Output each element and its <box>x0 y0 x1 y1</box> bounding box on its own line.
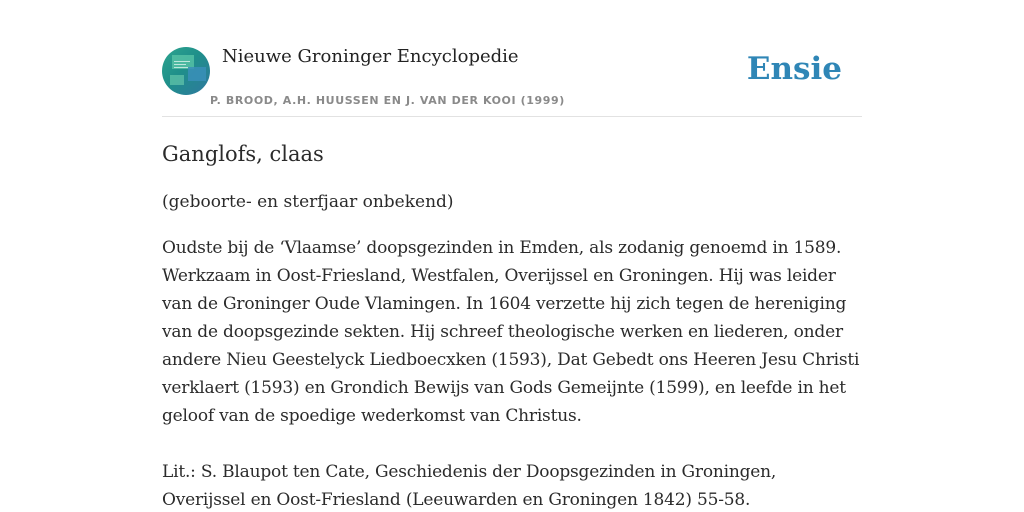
article-dates: (geboorte- en sterfjaar onbekend) <box>162 192 454 212</box>
ensie-logo[interactable]: Ensie <box>746 51 842 87</box>
source-header <box>162 40 862 117</box>
book-authors: P. BROOD, A.H. HUUSSEN EN J. VAN DER KOOI (1999) <box>210 94 565 107</box>
article-body: Oudste bij de ‘Vlaamse’ doopsgezinden in Emden, als zodanig genoemd in 1589. Werkzaam in Oost-Friesland, Westfalen, Overijssel en Groningen. Hij was leider van de Groninger Oude Vlamingen. In 1604 verzette hij zich tegen de hereniging van de doopsgezinde sekten. Hij schreef theologische werken en liederen, onder andere Nieu Geestelyck Liedboecxken (1593), Dat Gebedt ons Heeren Jesu Christi verklaert (1593) en Grondich Bewijs van Gods Gemeijnte (1599), en leefde in het geloof van de spoedige wederkomst van Christus. <box>162 238 860 426</box>
book-title[interactable]: Nieuwe Groninger Encyclopedie <box>222 46 519 67</box>
article-literature: Lit.: S. Blaupot ten Cate, Geschiedenis der Doopsgezinden in Groningen, Overijssel en Oost-Friesland (Leeuwarden en Groningen 1842) 55-58. <box>162 462 777 510</box>
article <box>162 138 862 512</box>
article-headword: Ganglofs, claas <box>162 142 324 166</box>
book-cover-icon[interactable] <box>162 47 210 95</box>
